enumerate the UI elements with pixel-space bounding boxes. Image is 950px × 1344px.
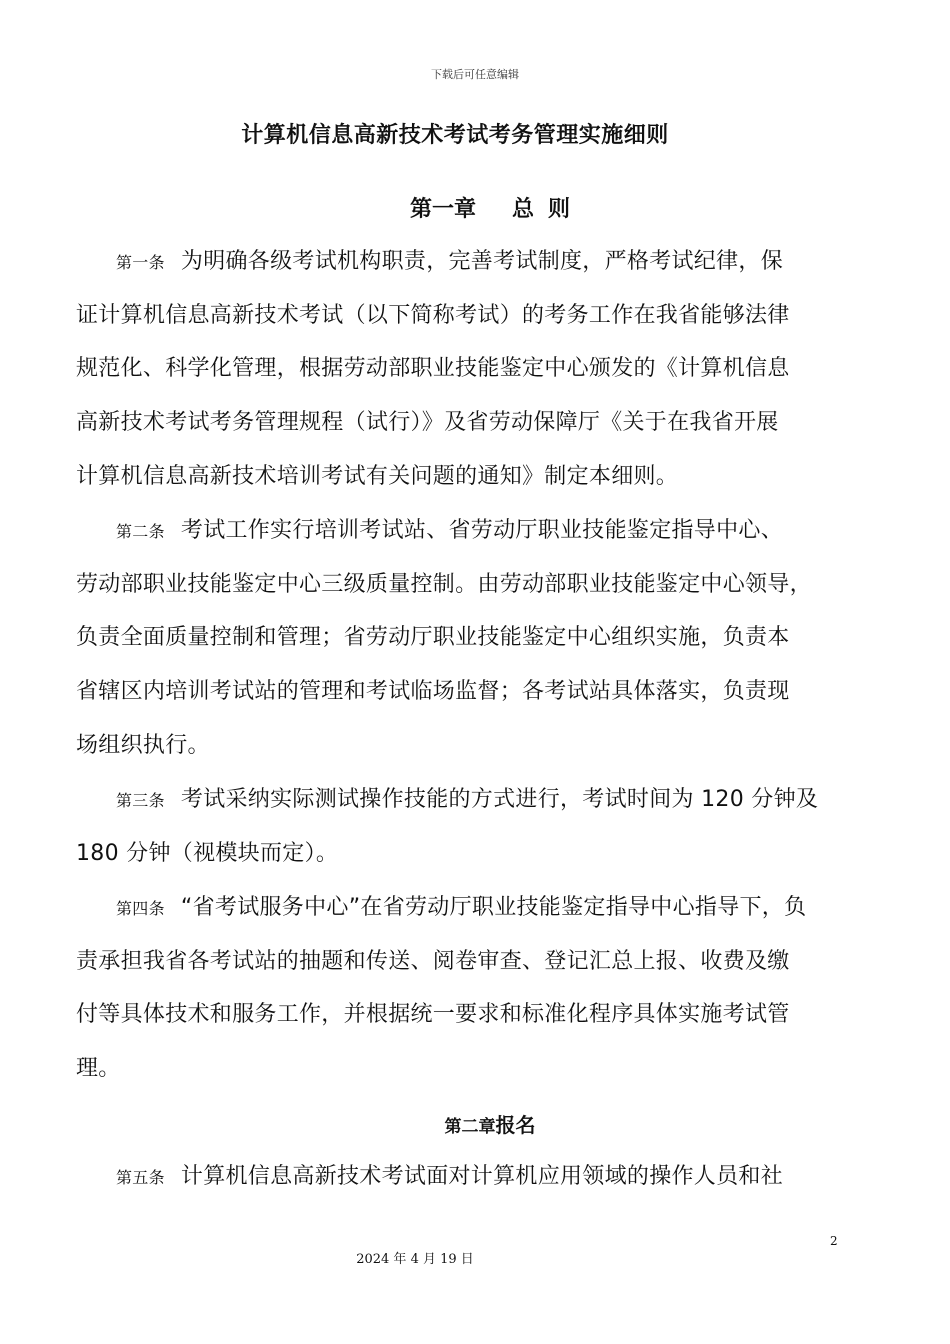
chapter-1-label: 第一章 <box>409 197 476 222</box>
article-1-line-1: 第一条 为明确各级考试机构职责，完善考试制度，严格考试纪律，保 <box>116 249 784 274</box>
footer-date: 2024 年 4 月 19 日 <box>356 1252 474 1267</box>
article-4-line-3: 付等具体技术和服务工作，并根据统一要求和标准化程序具体实施考试管 <box>76 1002 790 1027</box>
article-4-line-2: 责承担我省各考试站的抽题和传送、阅卷审查、登记汇总上报、收费及缴 <box>76 949 790 974</box>
article-2-line-2: 劳动部职业技能鉴定中心三级质量控制。由劳动部职业技能鉴定中心领导， <box>76 572 812 597</box>
chapter-2-label: 第二章 <box>444 1117 496 1137</box>
article-label: 第四条 <box>116 899 165 918</box>
article-1-line-2: 证计算机信息高新技术考试（以下简称考试）的考务工作在我省能够法律 <box>76 303 790 328</box>
article-3-line-2: 180 分钟（视模块而定）。 <box>76 841 339 866</box>
article-2-line-1: 第二条 考试工作实行培训考试站、省劳动厅职业技能鉴定指导中心、 <box>116 518 784 543</box>
document-title: 计算机信息高新技术考试考务管理实施细则 <box>241 123 669 148</box>
chapter-2-heading <box>0 1109 950 1138</box>
header-note: 下载后可任意编辑 <box>431 68 519 81</box>
article-5-line-1: 第五条 计算机信息高新技术考试面对计算机应用领域的操作人员和社 <box>116 1164 784 1189</box>
article-2-line-5: 场组织执行。 <box>76 733 210 758</box>
article-label: 第三条 <box>116 791 165 810</box>
article-2-line-3: 负责全面质量控制和管理；省劳动厅职业技能鉴定中心组织实施，负责本 <box>76 625 790 650</box>
article-2-line-4: 省辖区内培训考试站的管理和考试临场监督；各考试站具体落实，负责现 <box>76 679 790 704</box>
article-label: 第五条 <box>116 1168 165 1187</box>
article-3-line-1: 第三条 考试采纳实际测试操作技能的方式进行，考试时间为 120 分钟及 <box>116 787 819 812</box>
chapter-1-name-a: 总 <box>511 197 534 222</box>
chapter-2-name: 报名 <box>495 1113 536 1137</box>
article-4-line-4: 理。 <box>76 1056 121 1081</box>
article-label: 第二条 <box>116 522 165 541</box>
article-4-line-1: 第四条 “省考试服务中心”在省劳动厅职业技能鉴定指导中心指导下，负 <box>116 895 807 920</box>
article-1-line-3: 规范化、科学化管理，根据劳动部职业技能鉴定中心颁发的《计算机信息 <box>76 356 790 381</box>
article-1-line-4: 高新技术考试考务管理规程（试行）》及省劳动保障厅《关于在我省开展 <box>76 410 779 435</box>
page-number: 2 <box>830 1234 838 1248</box>
chapter-1-name-b: 则 <box>548 197 571 222</box>
article-label: 第一条 <box>116 253 165 272</box>
article-1-line-5: 计算机信息高新技术培训考试有关问题的通知》制定本细则。 <box>76 464 679 489</box>
chapter-1-heading <box>0 192 950 223</box>
